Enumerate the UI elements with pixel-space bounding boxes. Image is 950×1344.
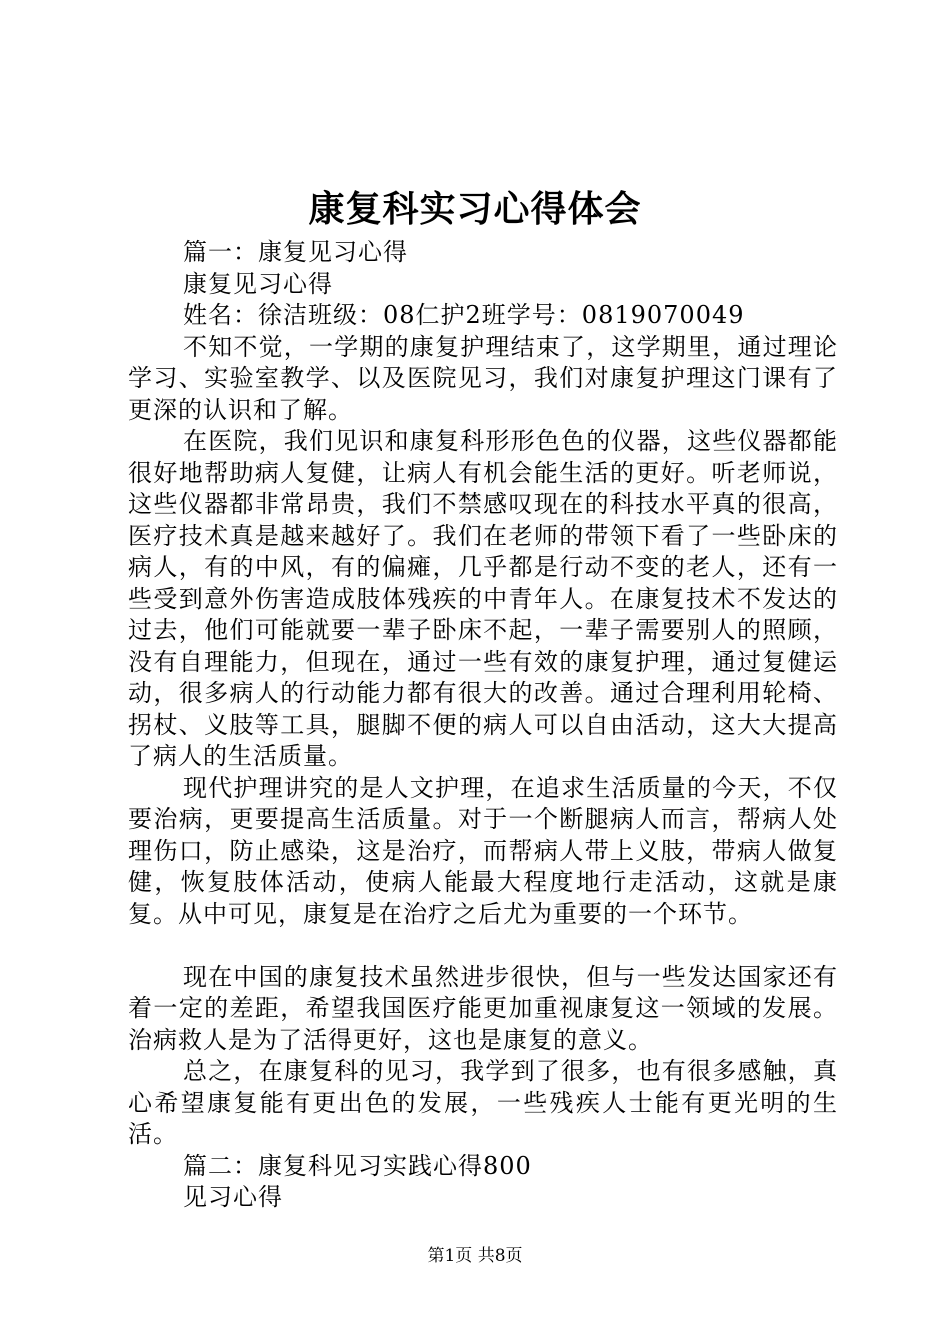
section1-heading: 篇一：康复见习心得 bbox=[183, 238, 408, 266]
document-title: 康复科实习心得体会 bbox=[308, 188, 642, 230]
section1-subheading: 康复见习心得 bbox=[183, 269, 333, 298]
paragraph-modern-nursing: 现代护理讲究的是人文护理，在追求生活质量的今天，不仅要治病，更要提高生活质量。对于一个断腿病人而言，帮病人处理伤口，防止感染，这是治疗，而帮病人带上义肢，带病人做复健，恢复肢体活动，使病人能最大程度地行走活动，这就是康复。从中可见，康复是在治疗之后尤为重要的一个环节。 bbox=[128, 773, 838, 928]
paragraph-china-rehab: 现在中国的康复技术虽然进步很快，但与一些发达国家还有着一定的差距，希望我国医疗能更加重视康复这一领域的发展。治病救人是为了活得更好，这也是康复的意义。 bbox=[128, 962, 838, 1054]
document-body bbox=[128, 237, 838, 1214]
paragraph-conclusion: 总之，在康复科的见习，我学到了很多，也有很多感触，真心希望康复能有更出色的发展，一些残疾人士能有更光明的生活。 bbox=[128, 1057, 838, 1148]
section2-heading: 篇二：康复科见习实践心得800 bbox=[183, 1151, 532, 1180]
section2-subheading: 见习心得 bbox=[183, 1183, 283, 1211]
paragraph-hospital: 在医院，我们见识和康复科形形色色的仪器，这些仪器都能很好地帮助病人复健，让病人有机会能生活的更好。听老师说，这些仪器都非常昂贵，我们不禁感叹现在的科技水平真的很高，医疗技术真是越来越好了。我们在老师的带领下看了一些卧床的病人，有的中风，有的偏瘫，几乎都是行动不变的老人，还有一些受到意外伤害造成肢体残疾的中青年人。在康复技术不发达的过去，他们可能就要一辈子卧床不起，一辈子需要别人的照顾，没有自理能力，但现在，通过一些有效的康复护理，通过复健运动，很多病人的行动能力都有很大的改善。通过合理利用轮椅、拐杖、义肢等工具，腿脚不便的病人可以自由活动，这大大提高了病人的生活质量。 bbox=[128, 427, 838, 770]
paragraph-spacer bbox=[128, 930, 838, 962]
student-info: 姓名：徐洁班级：08仁护2班学号：0819070049 bbox=[183, 301, 745, 329]
page-footer: 第1页 共8页 bbox=[427, 1246, 523, 1266]
paragraph-intro: 不知不觉，一学期的康复护理结束了，这学期里，通过理论学习、实验室教学、以及医院见习，我们对康复护理这门课有了更深的认识和了解。 bbox=[128, 332, 838, 424]
